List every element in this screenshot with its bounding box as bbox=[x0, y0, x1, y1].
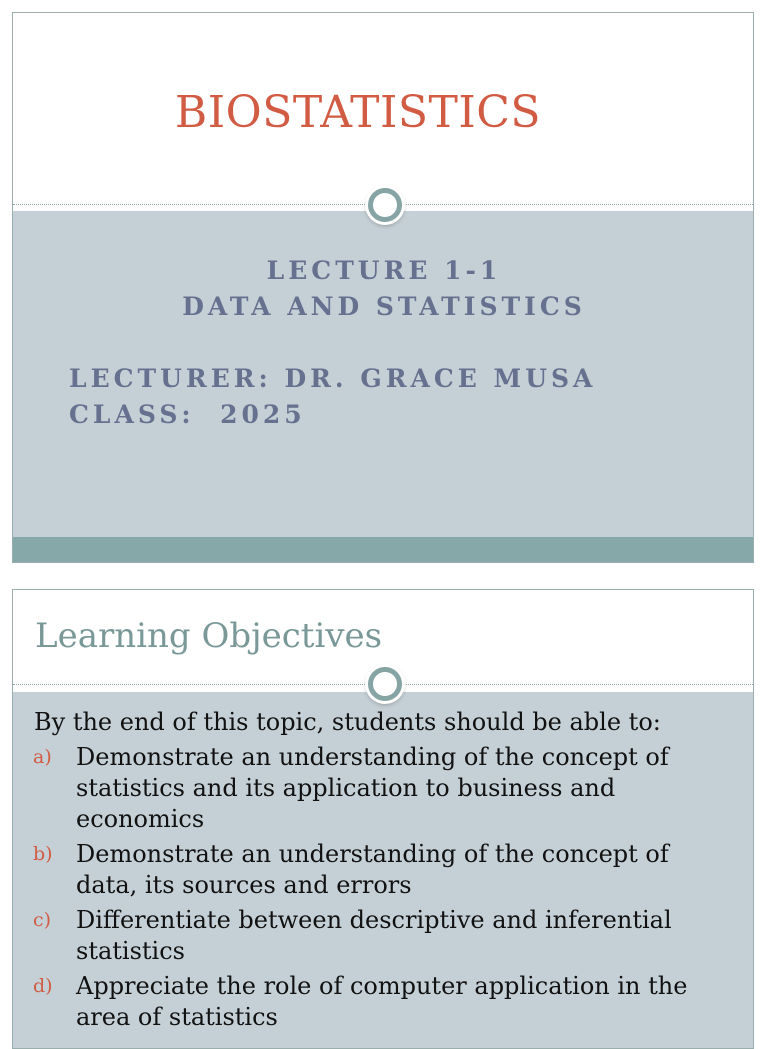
objectives-slide bbox=[12, 589, 754, 1049]
circle-ornament-icon bbox=[368, 188, 402, 222]
list-marker: c) bbox=[33, 909, 52, 931]
footer-bar bbox=[13, 537, 753, 563]
list-marker: a) bbox=[33, 746, 52, 768]
objective-text: Demonstrate an understanding of the concept of statistics and its application to business and economics bbox=[76, 743, 669, 833]
list-item bbox=[33, 839, 733, 901]
list-marker: d) bbox=[33, 975, 53, 997]
objectives-list bbox=[33, 742, 733, 1037]
objectives-intro: By the end of this topic, students should be able to: bbox=[34, 708, 661, 736]
lecturer-name: LECTURER: DR. GRACE MUSA bbox=[69, 364, 597, 393]
list-marker: b) bbox=[33, 843, 53, 865]
lecture-number: LECTURE 1-1 bbox=[266, 256, 502, 285]
objectives-title: Learning Objectives bbox=[35, 616, 383, 656]
circle-ornament-icon bbox=[368, 667, 402, 701]
slide-title: BIOSTATISTICS bbox=[174, 87, 542, 138]
objective-text: Demonstrate an understanding of the concept of data, its sources and errors bbox=[76, 840, 669, 899]
objective-text: Differentiate between descriptive and inferential statistics bbox=[76, 906, 672, 965]
class-year: CLASS: 2025 bbox=[69, 400, 306, 429]
lecture-topic: DATA AND STATISTICS bbox=[182, 292, 586, 321]
list-item bbox=[33, 742, 733, 835]
objective-text: Appreciate the role of computer application in the area of statistics bbox=[76, 972, 688, 1031]
list-item bbox=[33, 905, 733, 967]
title-slide bbox=[12, 12, 754, 563]
